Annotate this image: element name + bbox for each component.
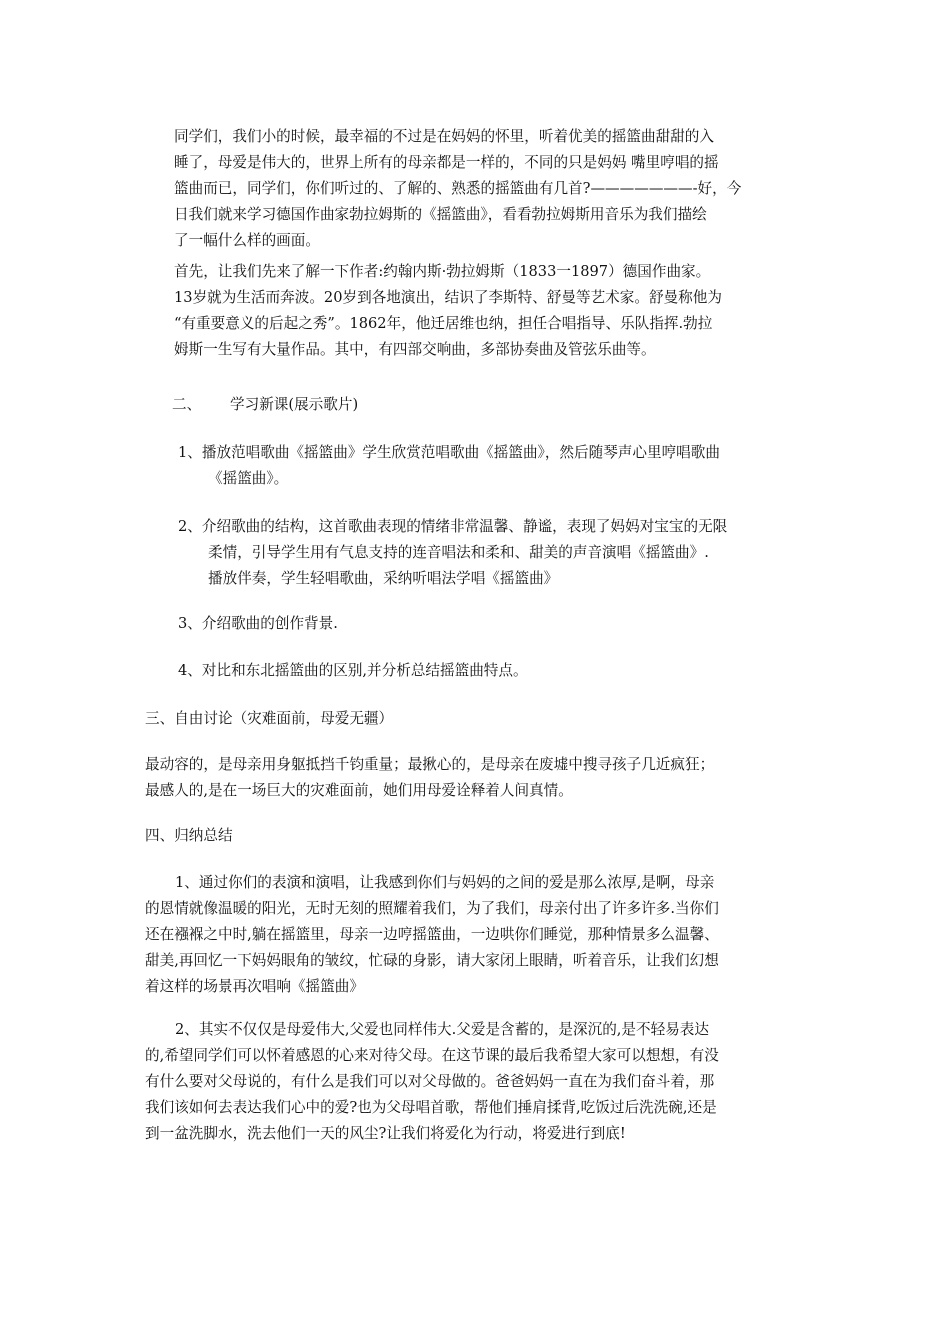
summary-line: 着这样的场景再次唱响《摇篮曲》 bbox=[145, 978, 364, 995]
discussion-line: 最动容的，是母亲用身躯抵挡千钧重量；最揪心的，是母亲在废墟中搜寻孩子几近疯狂； bbox=[145, 756, 715, 773]
intro-line: 同学们，我们小的时候，最幸福的不过是在妈妈的怀里，听着优美的摇篮曲甜甜的入 bbox=[174, 128, 714, 145]
summary-line: 有什么要对父母说的，有什么是我们可以对父母做的。爸爸妈妈一直在为我们奋斗着，那 bbox=[145, 1073, 715, 1090]
author-paragraph bbox=[174, 259, 814, 363]
summary-line: 1、通过你们的表演和演唱，让我感到你们与妈妈的之间的爱是那么浓厚,是啊，母亲 bbox=[175, 874, 715, 891]
intro-line: 篮曲而已，同学们，你们听过的、了解的、熟悉的摇篮曲有几首?———————-好，今 bbox=[174, 180, 742, 197]
summary-line: 到一盆洗脚水，洗去他们一天的风尘?让我们将爱化为行动，将爱进行到底! bbox=[145, 1125, 626, 1142]
list-item-line: 播放伴奏，学生轻唱歌曲，采纳听唱法学唱《摇篮曲》 bbox=[208, 570, 559, 587]
summary-line: 还在襁褓之中时,躺在摇篮里，母亲一边哼摇篮曲，一边哄你们睡觉，那种情景多么温馨、 bbox=[145, 926, 719, 943]
list-item-line: 1、播放范唱歌曲《摇篮曲》学生欣赏范唱歌曲《摇篮曲》，然后随琴声心里哼唱歌曲 bbox=[178, 444, 720, 461]
author-line: 首先，让我们先来了解一下作者:约翰内斯·勃拉姆斯（1833一1897）德国作曲家。 bbox=[174, 263, 711, 280]
author-line: 姆斯一生写有大量作品。其中，有四部交响曲，多部协奏曲及管弦乐曲等。 bbox=[174, 341, 656, 358]
discussion-line: 最感人的,是在一场巨大的灾难面前，她们用母爱诠释着人间真情。 bbox=[145, 782, 573, 799]
author-line: 13岁就为生活而奔波。20岁到各地演出，结识了李斯特、舒曼等艺术家。舒曼称他为 bbox=[174, 289, 722, 306]
section-three-heading bbox=[145, 706, 745, 732]
list-item bbox=[178, 658, 818, 684]
list-item-line: 2、介绍歌曲的结构，这首歌曲表现的情绪非常温馨、静谧，表现了妈妈对宝宝的无限 bbox=[178, 518, 728, 535]
intro-line: 了一幅什么样的画面。 bbox=[174, 232, 320, 249]
discussion-paragraph bbox=[145, 752, 825, 804]
section-two-number: 二、 bbox=[172, 396, 202, 413]
summary-line: 我们该如何去表达我们心中的爱?也为父母唱首歌，帮他们捶肩揉背,吃饭过后洗洗碗,还是 bbox=[145, 1099, 717, 1116]
summary-paragraph-2 bbox=[145, 1017, 825, 1147]
author-line: “有重要意义的后起之秀”。1862年，他迁居维也纳，担任合唱指导、乐队指挥.勃拉 bbox=[174, 315, 713, 332]
list-item-line: 柔情，引导学生用有气息支持的连音唱法和柔和、甜美的声音演唱《摇篮曲》. bbox=[208, 544, 709, 561]
intro-line: 睡了，母爱是伟大的，世界上所有的母亲都是一样的，不同的只是妈妈 嘴里哼唱的摇 bbox=[174, 154, 719, 171]
intro-paragraph bbox=[160, 124, 800, 254]
summary-line: 2、其实不仅仅是母爱伟大,父爱也同样伟大.父爱是含蓄的，是深沉的,是不轻易表达 bbox=[175, 1021, 709, 1038]
section-two-heading bbox=[172, 392, 772, 418]
section-four-heading bbox=[145, 823, 745, 849]
section-two-title: 学习新课(展示歌片) bbox=[230, 396, 359, 413]
intro-line: 日我们就来学习德国作曲家勃拉姆斯的《摇篮曲》，看看勃拉姆斯用音乐为我们描绘 bbox=[174, 206, 707, 223]
section-three-title: 三、自由讨论（灾难面前，母爱无疆） bbox=[145, 710, 394, 727]
summary-line: 甜美,再回忆一下妈妈眼角的皱纹，忙碌的身影，请大家闭上眼睛，听着音乐，让我们幻想 bbox=[145, 952, 719, 969]
summary-line: 的,希望同学们可以怀着感恩的心来对待父母。在这节课的最后我希望大家可以想想，有没 bbox=[145, 1047, 719, 1064]
list-item-line: 3、介绍歌曲的创作背景. bbox=[178, 615, 338, 632]
summary-paragraph-1 bbox=[145, 870, 825, 1000]
list-item bbox=[178, 514, 818, 592]
list-item bbox=[178, 611, 818, 637]
list-item bbox=[178, 440, 818, 492]
list-item-line: 4、对比和东北摇篮曲的区别,并分析总结摇篮曲特点。 bbox=[178, 662, 528, 679]
list-item-line: 《摇篮曲》。 bbox=[208, 470, 289, 487]
section-four-title: 四、归纳总结 bbox=[145, 827, 233, 844]
summary-line: 的恩情就像温暖的阳光，无时无刻的照耀着我们，为了我们，母亲付出了许多许多.当你们 bbox=[145, 900, 719, 917]
